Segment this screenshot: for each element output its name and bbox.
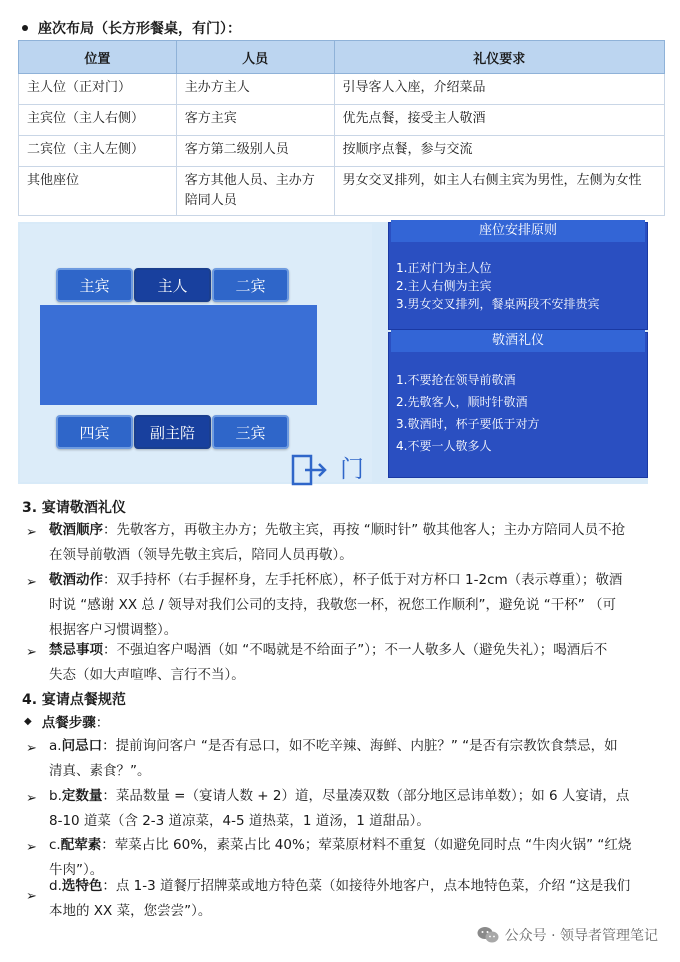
- item-prefix: d.: [49, 878, 62, 894]
- item-text: ：先敬客方，再敬主办方；先敬主宾，再按 “顺时针” 敬其他客人；主办方陪同人员不抢: [103, 522, 626, 538]
- section-title: 座次布局（长方形餐桌，有门）：: [38, 21, 241, 37]
- table-row: [19, 105, 665, 136]
- dining-table: [40, 305, 317, 405]
- section-4-title: 4. 宴请点餐规范: [22, 692, 126, 708]
- table-cell: 二宾位（主人左侧）: [19, 136, 177, 167]
- seat-host: 主人: [134, 268, 211, 302]
- item-label: 配荤素: [60, 837, 102, 853]
- arrow-icon: ➢: [26, 840, 37, 855]
- item-text: 本地的 XX 菜，您尝尝”）。: [49, 903, 212, 919]
- item-text: 牛肉”）。: [49, 862, 104, 878]
- table-row: [19, 167, 665, 216]
- sec4-item-d: [49, 874, 661, 924]
- table-cell: 客方第二级别人员: [176, 136, 334, 167]
- list-item: 4.不要一人敬多人: [396, 439, 492, 453]
- table-cell: 主人位（正对门）: [19, 74, 177, 105]
- toast-title: 敬酒礼仪: [391, 330, 645, 352]
- item-text: ：提前询问客户 “是否有忌口，如不吃辛辣、海鲜、内脏？” “是否有宗教饮食禁忌，如: [102, 738, 618, 754]
- item-label: 禁忌事项: [49, 642, 103, 658]
- list-item: 2.主人右侧为主宾: [396, 279, 492, 293]
- header-people: 人员: [176, 41, 334, 74]
- arrow-icon: ➢: [26, 645, 37, 660]
- sec4-subtitle: [24, 711, 109, 731]
- list-item: 3.敬酒时，杯子要低于对方: [396, 417, 540, 431]
- table-cell: 主宾位（主人右侧）: [19, 105, 177, 136]
- seating-table: [18, 40, 665, 216]
- seat-fourth-guest: 四宾: [56, 415, 133, 449]
- arrow-icon: ➢: [26, 889, 37, 904]
- item-text: ：双手持杯（右手握杯身，左手托杯底），杯子低于对方杯口 1-2cm（表示尊重）；敬酒: [103, 572, 623, 588]
- header-position: 位置: [19, 41, 177, 74]
- header-etiquette: 礼仪要求: [334, 41, 664, 74]
- table-cell: 引导客人入座，介绍菜品: [334, 74, 664, 105]
- list-item: 2.先敬客人，顺时针敬酒: [396, 395, 528, 409]
- arrow-icon: ➢: [26, 525, 37, 540]
- item-text: 失态（如大声喧哗、言行不当）。: [49, 667, 245, 683]
- sec4-item-a: [49, 734, 661, 784]
- item-prefix: a.: [49, 738, 62, 754]
- item-label: 定数量: [61, 788, 103, 804]
- item-label: 敬酒顺序: [49, 522, 103, 538]
- door-label: 门: [340, 455, 364, 483]
- item-text: 8-10 道菜（含 2-3 道凉菜，4-5 道热菜，1 道汤，1 道甜品）。: [49, 813, 430, 829]
- sec4-item-b: [49, 784, 661, 834]
- item-text: ：点 1-3 道餐厅招牌菜或地方特色菜（如接待外地客户，点本地特色菜，介绍 “这是我们: [102, 878, 631, 894]
- door-icon: [291, 454, 331, 486]
- table-cell: 主办方主人: [176, 74, 334, 105]
- seat-main-guest: 主宾: [56, 268, 133, 302]
- seat-vice-host: 副主陪: [134, 415, 211, 449]
- seat-third-guest: 三宾: [212, 415, 289, 449]
- section-heading: [22, 18, 241, 38]
- item-label: 问忌口: [61, 738, 103, 754]
- table-row: [19, 136, 665, 167]
- list-item: 1.正对门为主人位: [396, 261, 492, 275]
- item-label: 选特色: [61, 878, 103, 894]
- table-cell: 客方其他人员、主办方陪同人员: [176, 167, 334, 216]
- sec3-item-action: [49, 568, 661, 643]
- arrow-icon: ➢: [26, 791, 37, 806]
- item-text: 清真、素食？”。: [49, 763, 151, 779]
- list-item: 3.男女交叉排列，餐桌两段不安排贵宾: [396, 297, 600, 311]
- section-3-title: 3. 宴请敬酒礼仪: [22, 500, 126, 516]
- item-label: 敬酒动作: [49, 572, 103, 588]
- bullet-icon: [22, 25, 28, 31]
- arrow-icon: ➢: [26, 575, 37, 590]
- arrow-icon: ➢: [26, 741, 37, 756]
- item-text: ：不强迫客户喝酒（如 “不喝就是不给面子”）；不一人敬多人（避免失礼）；喝酒后不: [103, 642, 608, 658]
- seat-second-guest: 二宾: [212, 268, 289, 302]
- bullet-icon: ◆: [24, 715, 32, 727]
- toast-list: [396, 369, 646, 457]
- principles-title: 座位安排原则: [391, 220, 645, 242]
- list-item: 1.不要抢在领导前敬酒: [396, 373, 516, 387]
- table-cell: 客方主宾: [176, 105, 334, 136]
- subtitle-label: 点餐步骤: [41, 715, 96, 731]
- table-cell: 按顺序点餐，参与交流: [334, 136, 664, 167]
- subtitle-colon: ：: [95, 715, 110, 731]
- sec3-item-order: [49, 518, 661, 568]
- table-row: [19, 74, 665, 105]
- item-prefix: b.: [49, 788, 62, 804]
- principles-list: [396, 259, 646, 313]
- sec3-item-taboo: [49, 638, 661, 688]
- item-text: ：荤菜占比 60%，素菜占比 40%；荤菜原材料不重复（如避免同时点 “牛肉火锅” “红烧: [101, 837, 632, 853]
- table-cell: 其他座位: [19, 167, 177, 216]
- item-text: 根据客户习惯调整）。: [49, 622, 178, 638]
- item-text: ：菜品数量 =（宴请人数 + 2）道，尽量凑双数（部分地区忌讳单数）；如 6 人宴请，点: [102, 788, 630, 804]
- watermark: [477, 925, 658, 945]
- item-text: 时说 “感谢 XX 总 / 领导对我们公司的支持，我敬您一杯，祝您工作顺利”，避免说 “干杯” （可: [49, 597, 617, 613]
- wechat-icon: [477, 926, 499, 944]
- item-text: 在领导前敬酒（领导先敬主宾后，陪同人员再敬）。: [49, 547, 353, 563]
- item-prefix: c.: [49, 837, 61, 853]
- table-cell: 男女交叉排列，如主人右侧主宾为男性，左侧为女性: [334, 167, 664, 216]
- table-cell: 优先点餐，接受主人敬酒: [334, 105, 664, 136]
- watermark-text: 公众号 · 领导者管理笔记: [504, 928, 658, 944]
